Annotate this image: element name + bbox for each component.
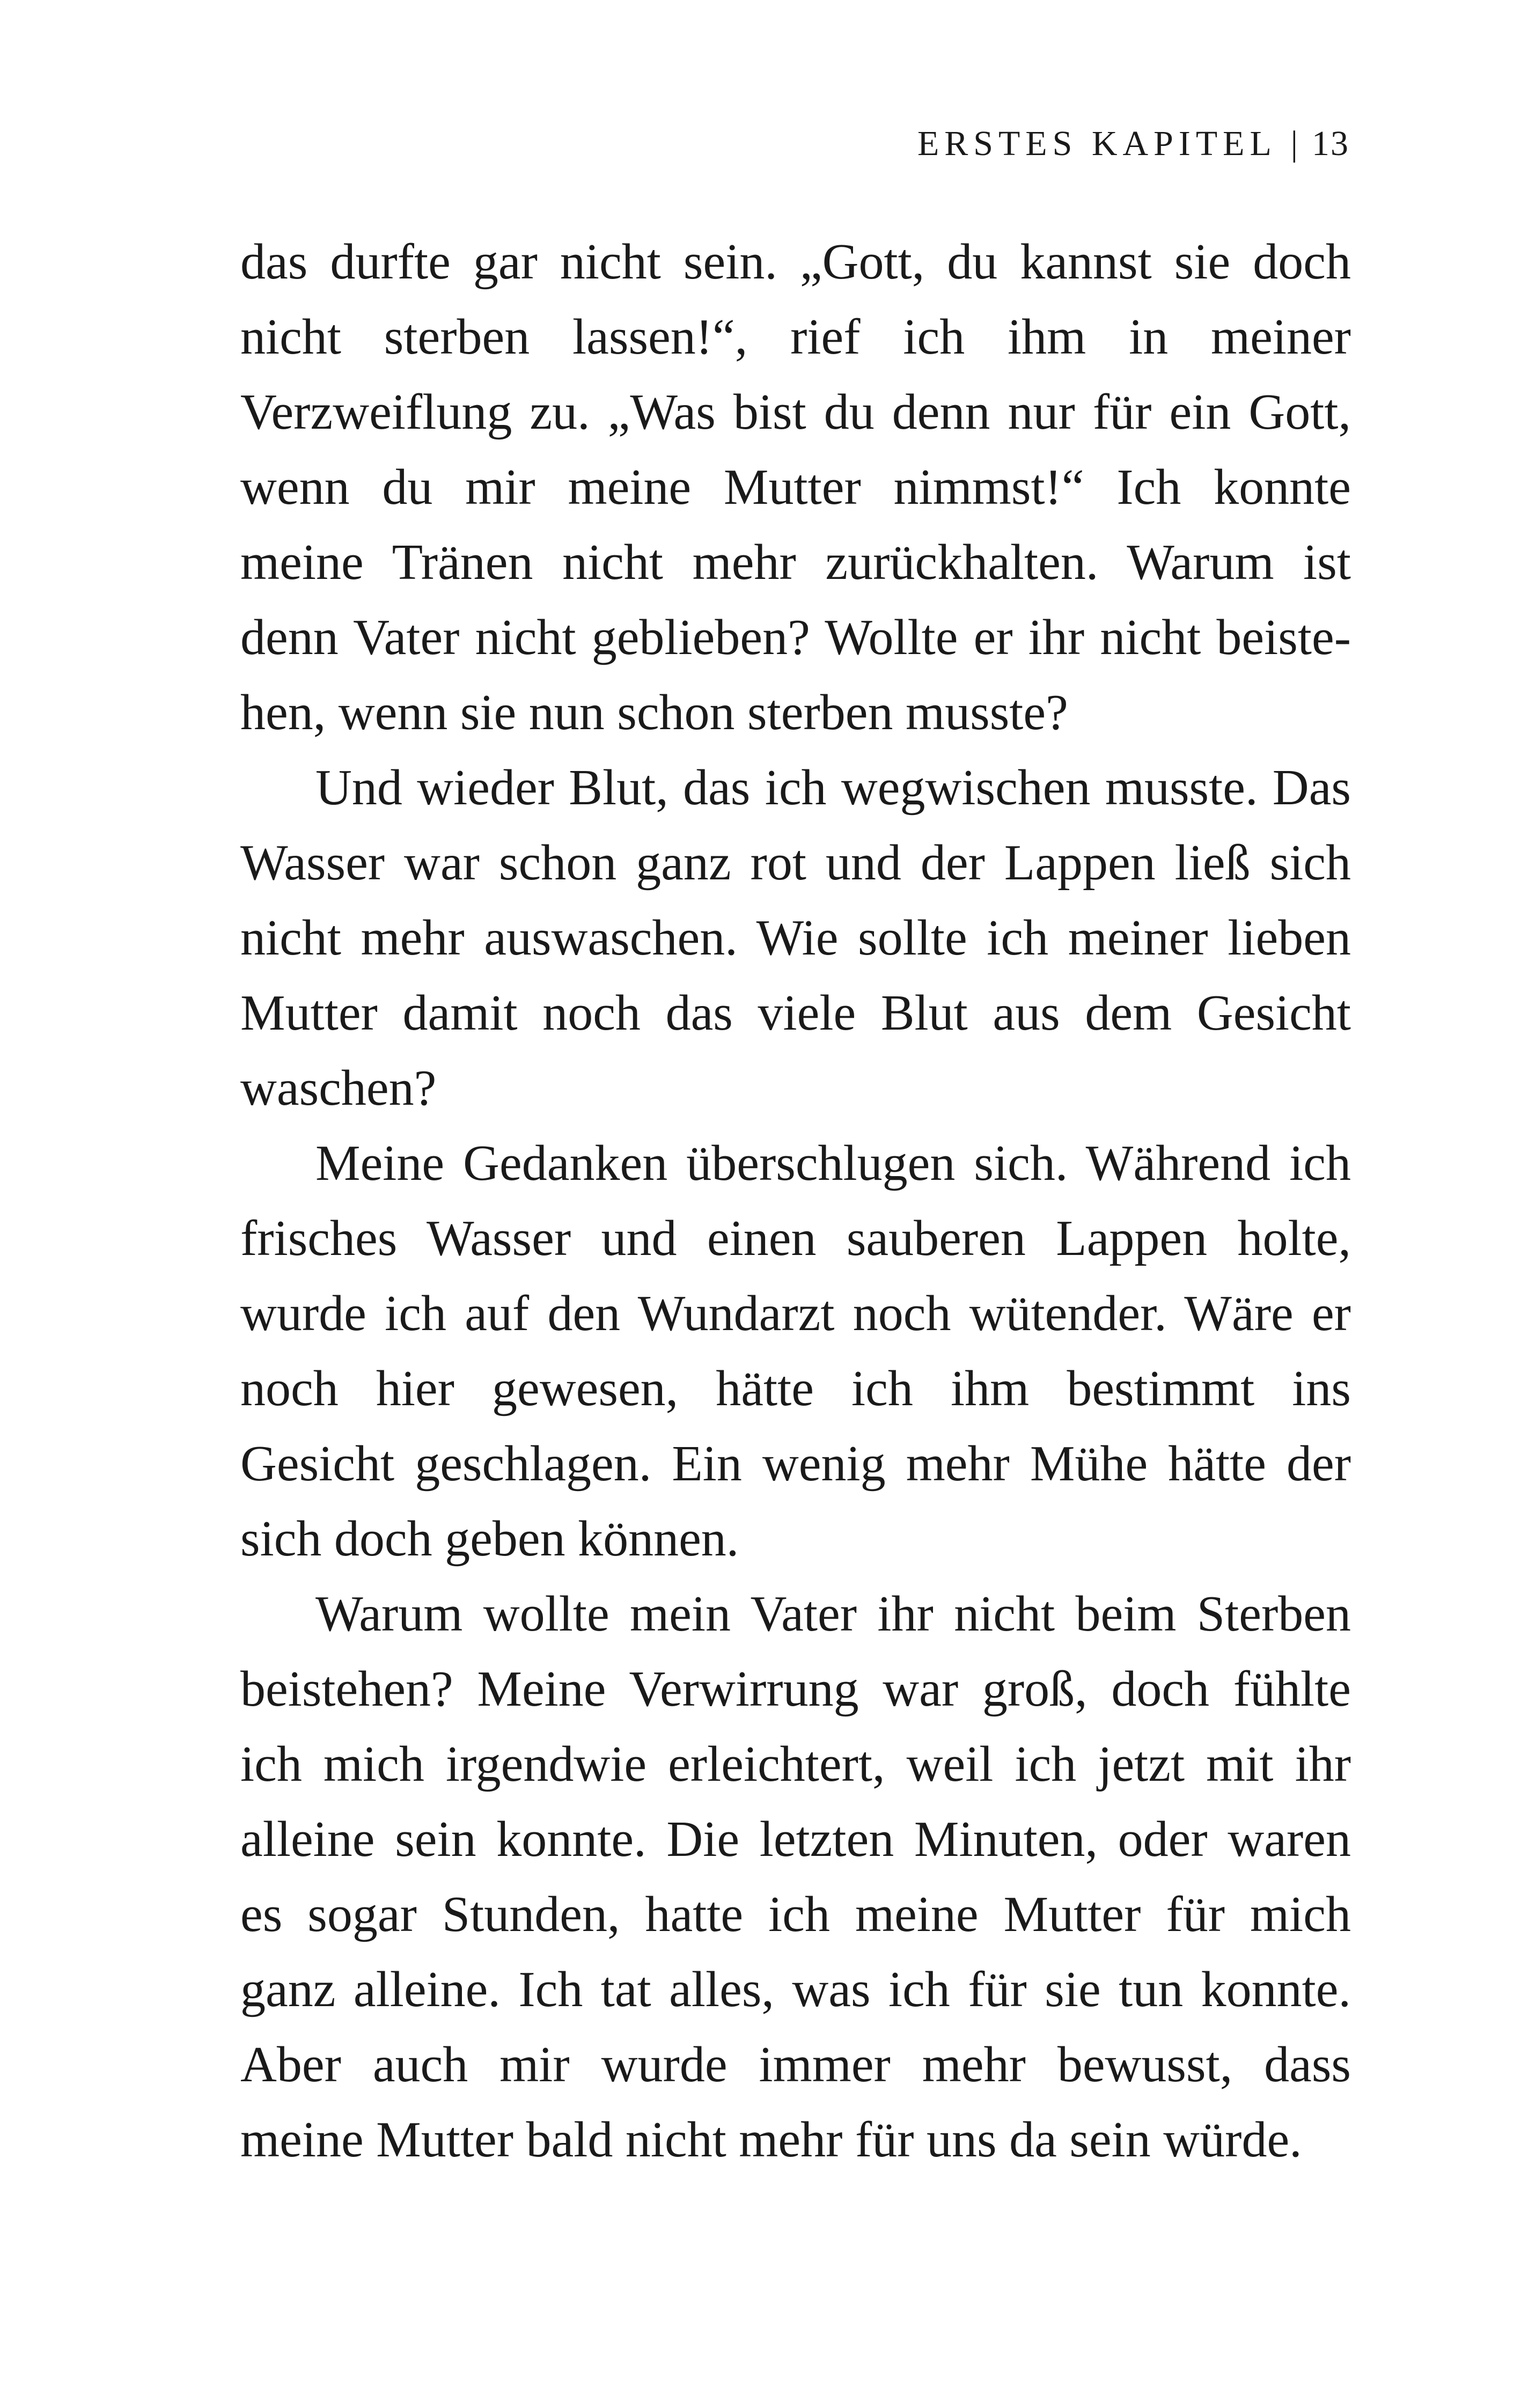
text-line: Verzweiflung zu. „Was bist du denn nur für ein Gott, xyxy=(240,384,1351,440)
text-line: Gesicht geschlagen. Ein wenig mehr Mühe hätte der xyxy=(240,1436,1351,1492)
text-line: Warum wollte mein Vater ihr nicht beim Sterben xyxy=(315,1586,1351,1642)
text-line: nicht mehr auswaschen. Wie sollte ich meiner lieben xyxy=(240,910,1351,966)
text-line: Meine Gedanken überschlugen sich. Während ich xyxy=(315,1135,1351,1191)
text-line: alleine sein konnte. Die letzten Minuten, oder waren xyxy=(240,1811,1351,1867)
text-line: hen, wenn sie nun schon sterben musste? xyxy=(240,685,1068,740)
running-header xyxy=(917,122,1349,165)
text-line: Wasser war schon ganz rot und der Lappen ließ sich xyxy=(240,835,1351,891)
text-line: wenn du mir meine Mutter nimmst!“ Ich konnte xyxy=(240,459,1351,515)
text-line: nicht sterben lassen!“, rief ich ihm in meiner xyxy=(240,309,1351,365)
text-line: Mutter damit noch das viele Blut aus dem Gesicht xyxy=(240,985,1351,1041)
body-text xyxy=(240,224,1351,2177)
text-line: das durfte gar nicht sein. „Gott, du kannst sie doch xyxy=(240,234,1351,290)
text-line: sich doch geben können. xyxy=(240,1511,739,1567)
text-line: Aber auch mir wurde immer mehr bewusst, dass xyxy=(240,2037,1351,2093)
text-line: denn Vater nicht geblieben? Wollte er ihr nicht beiste- xyxy=(240,610,1351,665)
text-line: frisches Wasser und einen sauberen Lappen holte, xyxy=(240,1210,1351,1266)
text-line: ganz alleine. Ich tat alles, was ich für sie tun konnte. xyxy=(240,1962,1351,2017)
page-number: 13 xyxy=(1312,124,1349,163)
text-line: wurde ich auf den Wundarzt noch wütender. Wäre er xyxy=(240,1286,1351,1341)
text-line: es sogar Stunden, hatte ich meine Mutter für mich xyxy=(240,1886,1351,1942)
text-line: ich mich irgendwie erleichtert, weil ich jetzt mit ihr xyxy=(240,1736,1351,1792)
text-line: meine Mutter bald nicht mehr für uns da sein würde. xyxy=(240,2112,1302,2168)
chapter-title: ERSTES KAPITEL xyxy=(917,124,1277,163)
text-line: meine Tränen nicht mehr zurückhalten. Warum ist xyxy=(240,534,1351,590)
text-line: Und wieder Blut, das ich wegwischen musste. Das xyxy=(315,760,1351,816)
text-line: waschen? xyxy=(240,1060,437,1116)
text-line: beistehen? Meine Verwirrung war groß, doch fühlte xyxy=(240,1661,1351,1717)
header-separator: | xyxy=(1290,124,1298,163)
text-line: noch hier gewesen, hätte ich ihm bestimmt ins xyxy=(240,1361,1351,1416)
